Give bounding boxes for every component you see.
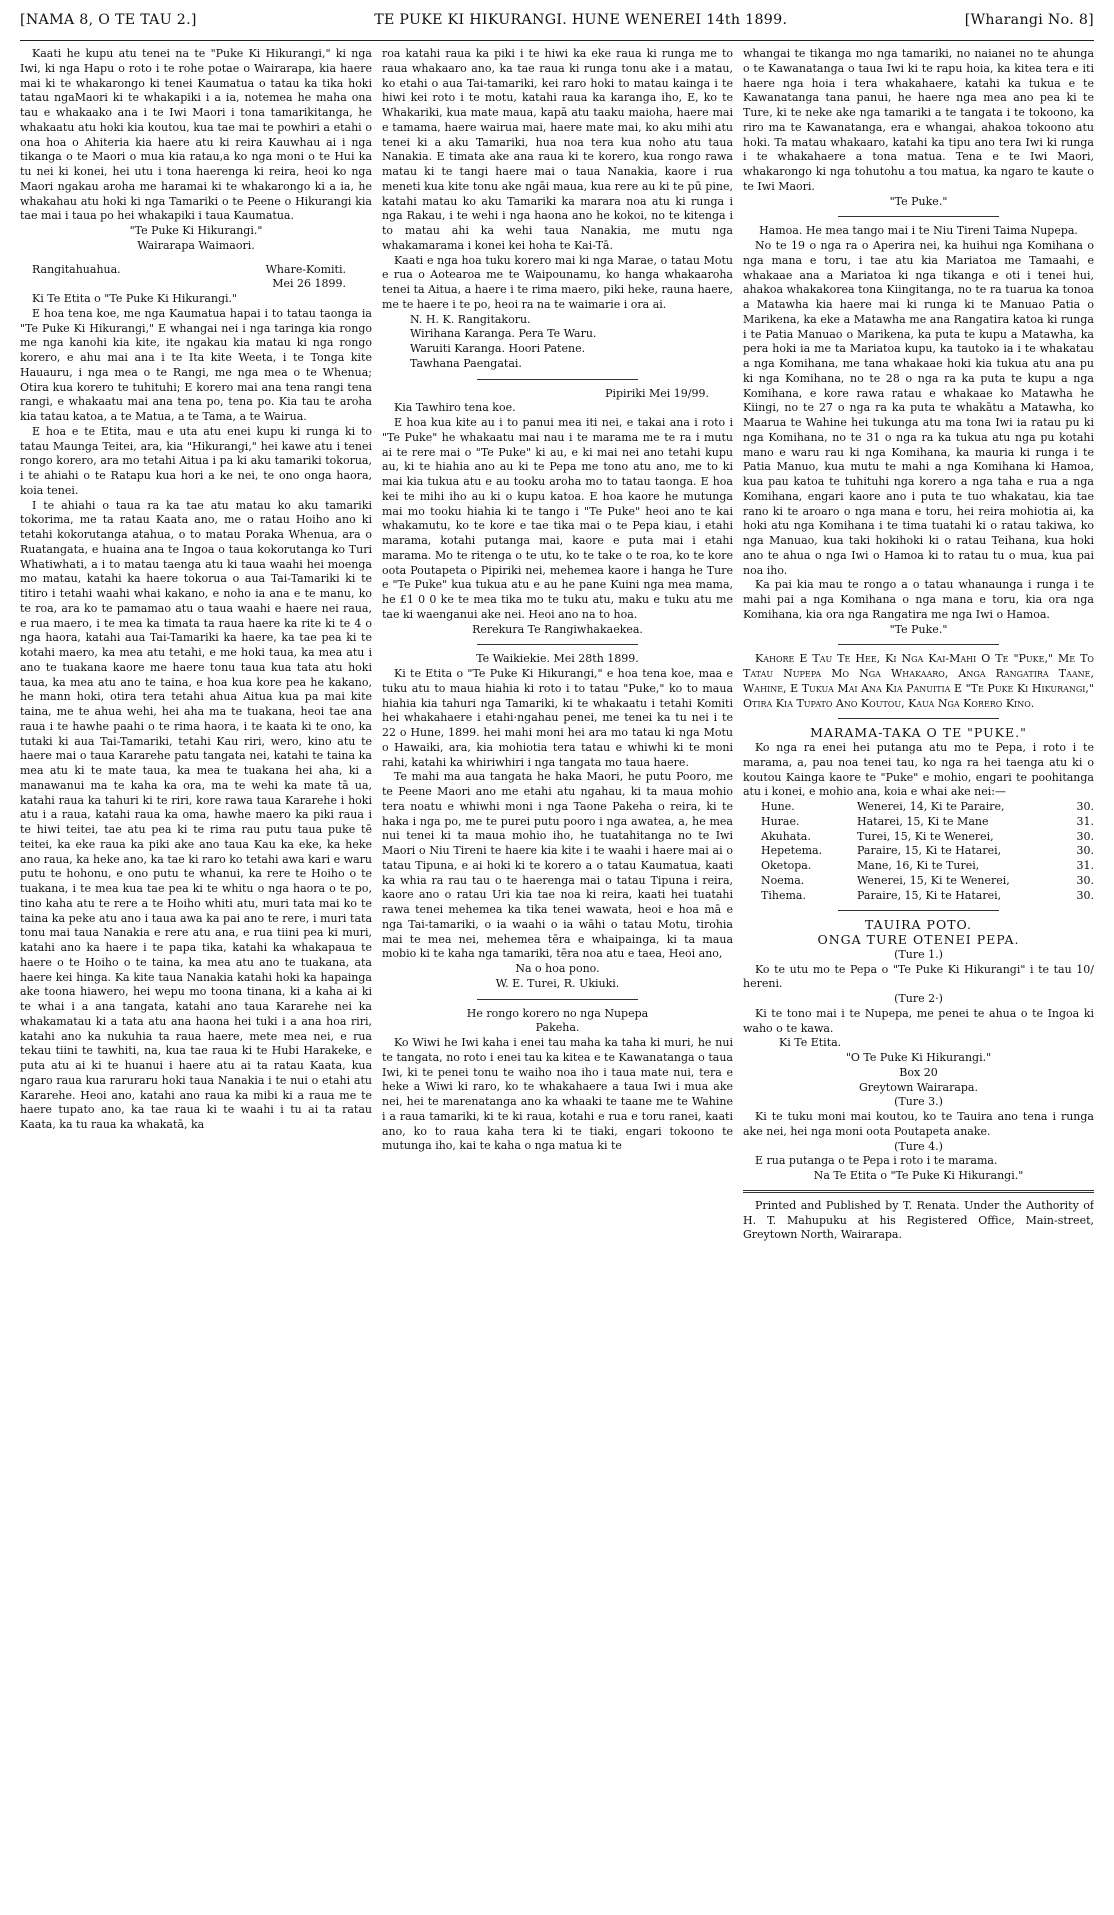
calendar-days: Hatarei, 15, Ki te Mane bbox=[857, 814, 989, 828]
signature: "Te Puke Ki Hikurangi." bbox=[129, 224, 263, 237]
calendar-title: MARAMA-TAKA O TE "PUKE." bbox=[810, 725, 1027, 741]
paragraph: No te 19 o nga ra o Aperira nei, ka huihui nga Komihana o nga mana e toru, i tae atu kia Mariatoa me Tamaahi, e whakaae ana a Mariatoa ki nga tikanga e oti i tenei hui, ahakoa whakakorea tona Kiingitanga, no te ra tuarua ka tonoa a Matawha kia haere mai ki runga ki te Manuao Patia o Marikena, ka eke a Matawha me ana Rangatira katoa ki runga i te Patia Manuao o Marikena, ka puta te kupu a Matawha, ka pera hoki ia me ta Mariatoa kupu, ka tautoko ia i te whakatau a nga Komihana, me tana whakaae hoki kia tukua atu ana pu ki nga Komihana, no te 28 o nga ra ka puta te kupu a nga Komihana, e kore rawa ratau e whakaae ko Matawha he Kiingi, no te 27 o nga ra ka puta te whakātu a Matawha, ko Maarua te Wahine hei tukunga atu ma tona Iwi ia ratau pu ki nga Komihana, no te 31 o nga ra ka tukua atu nga pu kotahi mano e waru rau ki nga Komihana, ka mauria ki runga i te Patia Manuo, kua mutu te mahi a nga Komihana ki Hamoa, kua pau katoa te tuhituhi nga korero a nga taha e rua a nga Komihana, engari kaore ano i puta te tuo whakatau, kia tae rano ki te aroaro o nga mana e toru, hei reira mohiotia ai, ka hoki atu nga Komihana i te tima tuatahi ki o ratau takiwa, ko nga Manuao, kua taki hokihoki ki o ratau Teihana, kua hoki ano te ahua o nga Iwi o Hamoa ki to ratau tu o mua, kua pai noa iho. bbox=[743, 239, 1094, 577]
imprint: Printed and Published by T. Renata. Under the Authority of H. T. Mahupuku at his Registered Office, Main-street, Greytown North, Wairarapa. bbox=[743, 1198, 1094, 1242]
calendar-end: 30. bbox=[1076, 829, 1094, 843]
column-1 bbox=[20, 47, 372, 1907]
section-heading: Hamoa. He mea tango mai i te Niu Tireni Taima Nupepa. bbox=[759, 224, 1078, 238]
calendar-days: Wenerei, 14, Ki te Paraire, bbox=[857, 800, 1005, 813]
calendar-row bbox=[743, 830, 1094, 845]
calendar-row bbox=[743, 800, 1094, 815]
section-heading: He rongo korero no nga Nupepa bbox=[466, 1006, 649, 1020]
page-number: [Wharangi No. 8] bbox=[964, 12, 1094, 28]
rule-number: (Ture 2·) bbox=[894, 992, 943, 1005]
calendar-days: Turei, 15, Ki te Wenerei, bbox=[857, 829, 994, 843]
signature: "Te Puke." bbox=[889, 194, 948, 208]
editor-signature: Na Te Etita o "Te Puke Ki Hikurangi." bbox=[813, 1169, 1024, 1182]
divider bbox=[477, 999, 638, 1000]
address-line: Box 20 bbox=[899, 1065, 938, 1079]
paragraph: whangai te tikanga mo nga tamariki, no naianei no te ahunga o te Kawanatanga o taua Iwi ki te rapu hoia, ka kitea tera e iti haere nga hoia i tera whakahaere, katahi ka tukua e te Kawanatanga tana panui, he haere nga mea ano pea ki te Ture, ki te neke ake nga tamariki a te tangata i te tokoono, ka riro ma te Kawanatanga, era e whangai, ahakoa tokoono atu hoki. Ta matau whakaaro, katahi ka tipu ano tera Iwi ki runga i te whakahaere a tona matua. Tena e te Iwi Maori, whakarongo ki nga tohutohu a tou matua, ka ngaro te kaute o te Iwi Maori. bbox=[743, 47, 1094, 193]
rule-number: (Ture 1.) bbox=[894, 947, 943, 961]
address-line: Ki Te Etita. bbox=[779, 1036, 842, 1050]
paragraph: Ko Wiwi he Iwi kaha i enei tau maha ka taha ki muri, he nui te tangata, no roto i enei tau ka kitea e te Kawanatanga o taua Iwi, ki te penei tonu te waiho noa iho i taua mate nui, tera e heke a Wiwi ki raro, ko te whakahaere a taua Iwi i mua ake nei, hei te marenatanga ano ka whaaki te taane me te Wahine i a raua tamariki, ki te ki raua, kotahi e rua e toru ranei, kaati ano, ko to raua kaha tera ki te tiaki, engari tokoono te mutunga iho, kai te kaha o nga matua ki te bbox=[382, 1036, 733, 1153]
column-3 bbox=[743, 47, 1094, 1907]
paragraph: Kaati he kupu atu tenei na te "Puke Ki Hikurangi," ki nga Iwi, ki nga Hapu o roto i te rohe potae o Wairarapa, kia haere mai ki te whakarongo ki tenei Kaumatua o tatau ka tika hoki tatau ngaMaori ki te whakapiki i a ia, notemea he maha ona tau e whakaako ana i te Iwi Maori i tona tamarikitanga, he whakaatu atu hoki kia koutou, kua tae mai te powhiri a etahi o ona hoa o Ahiteria kia haere atu ki reira Kauwhau ai i nga tikanga o te Maori o mua kia ratau,a ko nga moni o te Hui ka tu nei ki konei, hei utu i tona haerenga ki reira, heoi ko nga Maori ngakau aroha me haramai ki te whakarongo ki a ia, he whakahau atu hoki ki nga Tamariki o te Peene o Hikurangi kia tae mai i taua po hei whakapiki i taua Kaumatua. bbox=[20, 47, 372, 223]
divider bbox=[477, 379, 638, 380]
place-name: Rangitahuahua. bbox=[32, 262, 121, 276]
rule-number: (Ture 3.) bbox=[894, 1095, 943, 1109]
calendar-month: Hepetema. bbox=[761, 844, 823, 858]
calendar-month: Tihema. bbox=[761, 888, 806, 902]
rule-number: (Ture 4.) bbox=[894, 1139, 943, 1153]
address-line: Greytown Wairarapa. bbox=[859, 1080, 978, 1094]
signature: Na o hoa pono. bbox=[515, 962, 600, 975]
calendar-row bbox=[743, 874, 1094, 889]
signature: "Te Puke." bbox=[889, 622, 948, 636]
paragraph: Kaati e nga hoa tuku korero mai ki nga Marae, o tatau Motu e rua o Aotearoa me te Waipounamu, ko hanga whakaaroha tenei ta Aitua, a haere i te rima maero, piki heke, rauna haere, me te haere i te po, heoi ra na te waimarie i ora ai. bbox=[382, 253, 733, 311]
signature: N. H. K. Rangitakoru. bbox=[410, 312, 531, 326]
section-heading: Pakeha. bbox=[535, 1021, 580, 1035]
letter-heading bbox=[20, 263, 372, 278]
signature: Rerekura Te Rangiwhakaekea. bbox=[472, 622, 643, 636]
signature: Wirihana Karanga. Pera Te Waru. bbox=[410, 327, 597, 341]
rule-text: E rua putanga o te Pepa i roto i te marama. bbox=[755, 1154, 998, 1168]
calendar-days: Paraire, 15, Ki te Hatarei, bbox=[857, 844, 1002, 858]
signature: Tawhana Paengatai. bbox=[410, 356, 522, 370]
divider bbox=[838, 216, 999, 217]
letter-date: Pipiriki Mei 19/99. bbox=[605, 386, 709, 400]
letter-salutation: Kia Tawhiro tena koe. bbox=[394, 401, 516, 415]
letter-salutation: Ki Te Etita o "Te Puke Ki Hikurangi." bbox=[32, 292, 238, 305]
calendar-row bbox=[743, 889, 1094, 904]
header-rule bbox=[20, 40, 1094, 41]
paragraph: roa katahi raua ka piki i te hiwi ka eke raua ki runga me to raua whakaaro ano, ka tae raua ki runga tonu ake i a matau, ko etahi o aua Tai-tamariki, kei raro hoki to matau kainga i te hiwi kei roto i te motu, katahi raua ka karanga iho, E, ko te Whakariki, kua mate maua, kapā atu taaku maioha, haere mai e tamama, haere wairua mai, haere mate mai, ko aku mihi atu tenei ki a aku Tamariki, hua noa tera kua noho atu taua Nanakia. E timata ake ana raua ki te korero, kua rongo rawa matau ki te tangi haere mai o taua Nanakia, kaore i rua meneti kua kite tonu ake ngāi maua, kua rere au ki te pū pine, katahi matau ko aku Tamariki ka marara noa atu ki runga i nga Rakau, i te wehi i nga haona ano he kokoi, no te kitenga i to matau ahi ka wehi taua Nanakia, me mutu nga whakamarama i konei kei hoha te Kai-Tā. bbox=[382, 47, 733, 252]
calendar-days: Paraire, 15, Ki te Hatarei, bbox=[857, 888, 1002, 902]
divider bbox=[743, 1190, 1094, 1193]
calendar-row bbox=[743, 815, 1094, 830]
calendar-row bbox=[743, 859, 1094, 874]
rule-text: Ki te tono mai i te Nupepa, me penei te ahua o te Ingoa ki waho o te kawa. bbox=[743, 1006, 1094, 1035]
paragraph: E hoa e te Etita, mau e uta atu enei kupu ki runga ki to tatau Maunga Teitei, ara, kia "Hikurangi," hei kawe atu i tenei rongo korero, ara mo tetahi Aitua i pa ki aku tamariki tokorua, i te ahiahi o te Ratapu kua hori a ke nei, te ono onga haora, koia tenei. bbox=[20, 424, 372, 497]
page-header bbox=[20, 12, 1094, 36]
calendar-month: Oketopa. bbox=[761, 859, 812, 872]
calendar-end: 30. bbox=[1076, 800, 1094, 813]
calendar-days: Mane, 16, Ki te Turei, bbox=[857, 859, 980, 872]
divider bbox=[477, 644, 638, 645]
signature: Wairarapa Waimaori. bbox=[137, 238, 255, 252]
calendar-end: 31. bbox=[1076, 814, 1094, 828]
masthead-title: TE PUKE KI HIKURANGI. HUNE WENEREI 14th 1899. bbox=[374, 12, 788, 28]
paragraph: E hoa kua kite au i to panui mea iti nei, e takai ana i roto i "Te Puke" he whakaatu mai nau i te marama me te ra i mutu ai te rere mai o "Te Puke" ki au, e ki mai nei ano tetahi kupu au, ki te hiahia ano au ki te Pepa me tono atu ano, me to ki mai kia tukua atu e au tooku aroha mo to tatau taonga. E hoa kei te mihi iho au ki o kupu katoa. E hoa kaore he mutunga mai mo tooku hiahia ki te tango i "Te Puke" heoi ano te kai whakamutu, ko te kore e tae tika mai o te Pepa kiau, i etahi marama, kotahi putanga mai, kaore e puta mai i etahi marama. Mo te ritenga o te utu, ko te take o te roa, ko te kore oota Poutapeta o Pipiriki nei, mehemea kaore i hanga he Ture e "Te Puke" kua tukua atu e au he pane Kuini nga mea mama, he £1 0 0 ke te mea tika mo te tuku atu, maku e tuku atu me tae ki waenganui ake nei. Heoi ano na to hoa. bbox=[382, 416, 733, 621]
calendar-days: Wenerei, 15, Ki te Wenerei, bbox=[857, 873, 1010, 887]
paragraph: Ka pai kia mau te rongo a o tatau whanaunga i runga i te mahi pai a nga Komihana o nga mana e toru, kia ora nga Komihana, kia ora nga Rangatira me nga Iwi o Hamoa. bbox=[743, 578, 1094, 621]
paragraph: Ki te Etita o "Te Puke Ki Hikurangi," e hoa tena koe, maa e tuku atu to maua hiahia ki roto i to tatau "Puke," ko to maua hiahia kia tahuri nga Tamariki, ki te whakaatu i tetahi Komiti hei whakahaere i etahi·ngahau penei, me tenei ka tu nei i te 22 o Hune, 1899. hei mahi moni hei ara mo tatau ki nga Motu o Hawaiki, ara, kia mohiotia tera tatau e whiwhi ki te moni rahi, katahi ka whiriwhiri i nga tangata mo taua haere. bbox=[382, 667, 733, 769]
calendar-end: 30. bbox=[1076, 873, 1094, 887]
calendar-month: Hurae. bbox=[761, 814, 800, 828]
article-columns bbox=[20, 47, 1094, 1907]
paragraph: Te mahi ma aua tangata he haka Maori, he putu Pooro, me te Peene Maori ano me etahi atu ngahau, ki ta maua mohio tera noatu e whiwhi moni i nga Taone Pakeha o reira, ki te haka i nga po, me te purei putu pooro i nga awatea, a, he mea nui tenei ki ta maua mohio iho, he tuatahitanga no te Iwi Maori o Niu Tireni te haere kia kite i te waahi i haere mai ai o tatau Tipuna, e ai hoki ki te korero a o tatau Kaumatua, kaati ka whia ra rau tau o te haerenga mai o tatau Tipuna i reira, kaore ano o ratau Uri kia tae noa ki reira, kaati hei tuatahi rawa tenei mehemea ka tika tenei wawata, heoi e hoa mā e nga Tai-tamariki, o ia waahi o ia wāhi o tatau Motu, tirohia mai te mea nei, mehemea tēra e whaipainga, ki ta maua mobio ki te kaha nga tamariki, tēra noa atu e taea, Heoi ano, bbox=[382, 770, 733, 961]
letter-date: Te Waikiekie. Mei 28th 1899. bbox=[476, 652, 639, 666]
notice: Kahore E Tau Te Hee, Ki Nga Kai-Mahi O Te "Puke," Me To Tatau Nupepa Mo Nga Whakaaro, Anga Rangatira Taane, Wahine, E Tukua Mai Ana Kia Panuitia E "Te Puke Ki Hikurangi," Otira Kia Tupato Ano Koutou, Kaua Nga Korero Kino. bbox=[743, 652, 1094, 710]
paragraph: E hoa tena koe, me nga Kaumatua hapai i to tatau taonga ia "Te Puke Ki Hikurangi," E whangai nei i nga taringa kia rongo me nga kanohi kia kite, ite ngakau kia matau ki nga rongo korero, e ahu mai ana i te Ita kite Weeta, i te Tonga kite Hauauru, i nga mea o te Rangi, me nga mea o te Whenua; Otira kua korero te tuhituhi; E korero mai ana tena rangi tena rangi, e whakaatu mai ana tena po, tena po. Kia tau te aroha kia tatau katoa, a te Matua, a te Tama, a te Wairua. bbox=[20, 306, 372, 423]
letter-date: Mei 26 1899. bbox=[272, 277, 346, 291]
calendar-end: 30. bbox=[1076, 888, 1094, 902]
calendar-end: 31. bbox=[1076, 859, 1094, 872]
column-2 bbox=[382, 47, 733, 1907]
divider bbox=[838, 644, 999, 645]
building-name: Whare-Komiti. bbox=[265, 262, 346, 276]
rule-text: Ko te utu mo te Pepa o "Te Puke Ki Hikurangi" i te tau 10/ hereni. bbox=[743, 962, 1094, 991]
rules-title: TAUIRA POTO. bbox=[864, 917, 973, 933]
calendar-month: Akuhata. bbox=[761, 829, 811, 843]
divider bbox=[838, 718, 999, 719]
calendar-row bbox=[743, 844, 1094, 859]
address-line: "O Te Puke Ki Hikurangi." bbox=[845, 1051, 992, 1064]
issue-number: [NAMA 8, O TE TAU 2.] bbox=[20, 12, 197, 28]
paragraph: Ko nga ra enei hei putanga atu mo te Pepa, i roto i te marama, a, pau noa tenei tau, ko nga ra hei taenga atu ki o koutou Kainga kaore te "Puke" e mohio, engari te poohitanga atu i konei, e mohio ana, koia e whai ake nei:— bbox=[743, 741, 1094, 799]
calendar-table bbox=[743, 800, 1094, 903]
calendar-month: Noema. bbox=[761, 873, 805, 887]
signature: Waruiti Karanga. Hoori Patene. bbox=[410, 342, 586, 355]
paragraph: I te ahiahi o taua ra ka tae atu matau ko aku tamariki tokorima, me ta ratau Kaata ano, me o ratau Hoiho ano ki tetahi kokorutanga atahua, o to matau Poraka Whenua, ara o Ruatangata, e huaina ana te Ingoa o taua kokorutanga ko Turi Whatiwhati, a i to matau taenga atu ki taua waahi hei moenga mo matau, katahi ka haere tokorua o aua Tai-Tamariki ki te titiro i tetahi waahi whai kakano, e noho ia ana e te manu, ko te roa, ara ko te pamamao atu o taua waahi e haere nei raua, e rua maero, i te mea ka timata ta raua haere ka rite ki te 4 o nga haora, katahi aua Tai-Tamariki ka haere, ka tae pea ki te kotahi maero, ka mea atu tetahi, e me hoki taua, ka mea atu i ano te tuakana kaore me haere tonu taua kua tata atu hoki taua, ka mea atu ano te taina, e hoa kua kore pea he kakano, he mann hoki, otira tera tetahi ahua Aitua kua pa mai kite taina, me te ahua wehi, hei aha ma te tuakana, heoi tae ana raua i te hawhe paahi o te rima haora, i te kaata ki te ono, ka tutaki ki aua Tai-Tamariki, tetahi Kau riri, wero, kino atu te haere mai o taua Kararehe patu tangata nei, katahi te taina ka mea atu ki te mate taua, ka mea te tuakana hei aha, ki a manawanui ma te kaha ka ora, ma te wehi ka mate tā ua, katahi raua ka tahuri ki te riri, kore rawa taua Kararehe i hoki atu i a raua, katahi raua ka oma, hawhe maero ka piki raua i te hiwi teitei, tae atu pea ki te rima rau putu taua puke tē teitei, ka eke raua ka piki ake ano taua Kau ka eke, ka heke ano raua, ka heke ano, ka tae ki raro ko tetahi awa kari e waru putu te hohonu, e ono putu te whanui, ka rere te Hoiho o te tuakana, i te mea kua tae pea ki te whitu o nga haora o te po, tino kaha atu te rere a te Hoiho whiti atu, muri tata mai ko te taina ka peke atu ano i taua awa ka pai ano te rere, i muri tata tonu mai taua Nanakia e rere atu ana, e rua tiini pea ki muri, katahi ano ka haere i te papa tika, katahi ka whakapaua te haere o te Hoiho o te taina, ka mea atu ano te tuakana, ata haere kei hinga. Ka kite taua Nanakia katahi hoki ka hapainga ake toona hiawero, hei wepu mo toona tinana, ki a kaha ai ki te whai i a ana tangata, katahi ano taua Kararehe nei ka whakamatau ki a tata atu ana haona hei tuki i a ana hoa riri, katahi ano ka nukuhia ta raua haere, mete mea nei, e rua tekau tiini te tawhiti, na, kua tae raua ki te Hubi Harakeke, e puta atu ai ki te huanui i haere atu ai ta ratau Kaata, kua ngaro raua kua raruraru hoki taua Nanakia i te nui o etahi atu Kararehe. Heoi ano, katahi ano raua ka mibi ki a raua me te haere tupato ano, ka tae raua ki te waahi i tu ai ta ratau Kaata, ka tu raua ka whakatā, ka bbox=[20, 498, 372, 1131]
rule-text: Ki te tuku moni mai koutou, ko te Tauira ano tena i runga ake nei, hei nga moni oota Poutapeta anake. bbox=[743, 1110, 1094, 1138]
calendar-month: Hune. bbox=[761, 800, 795, 813]
calendar-end: 30. bbox=[1076, 844, 1094, 858]
rules-subtitle: ONGA TURE OTENEI PEPA. bbox=[817, 932, 1020, 947]
signature: W. E. Turei, R. Ukiuki. bbox=[495, 976, 620, 990]
divider bbox=[838, 910, 999, 911]
